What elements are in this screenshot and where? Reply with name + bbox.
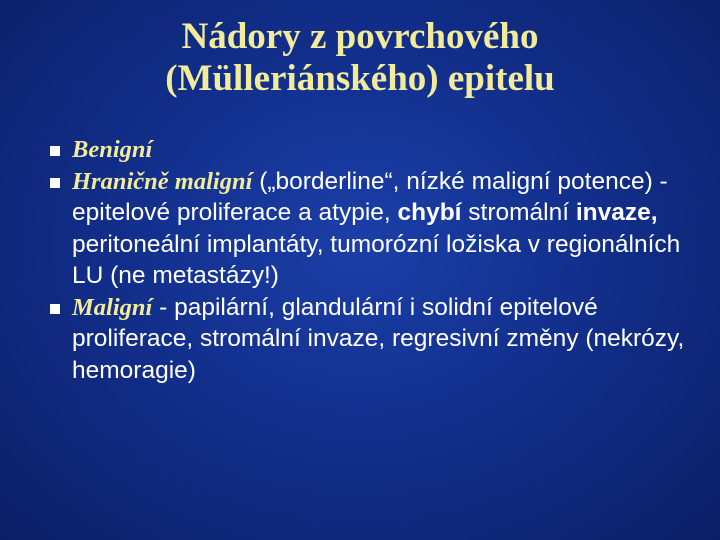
bullet-label-benign: Benigní — [72, 136, 153, 163]
slide-title-line-2: (Mülleriánského) epitelu — [165, 58, 555, 99]
bullet-strong-chybi: chybí — [397, 199, 462, 226]
bullet-item-malignant — [48, 292, 698, 387]
square-bullet-icon — [50, 178, 60, 188]
square-bullet-icon — [50, 146, 60, 156]
square-bullet-icon — [50, 304, 60, 314]
bullet-text-borderline-3: peritoneální implantáty, tumorózní ložiska v regionálních LU (ne metastázy!) — [72, 230, 681, 289]
bullet-list — [48, 134, 698, 386]
bullet-item-benign — [48, 134, 698, 166]
bullet-text-borderline-1: („borderline“, nízké maligní potence) - epitelové proliferace a atypie, — [72, 167, 668, 226]
bullet-item-borderline — [48, 166, 698, 292]
bullet-label-malignant: Maligní — [72, 293, 153, 321]
bullet-text-borderline-2: stromální — [461, 199, 576, 226]
slide-title — [0, 16, 720, 100]
slide-title-line-1: Nádory z povrchového — [181, 16, 539, 57]
bullet-text-malignant: - papilární, glandulární i solidní epitelové proliferace, stromální invaze, regresivní změny (nekrózy, hemoragie) — [72, 293, 685, 384]
bullet-strong-invaze: invaze, — [575, 199, 658, 226]
bullet-label-borderline: Hraničně maligní — [72, 167, 253, 195]
